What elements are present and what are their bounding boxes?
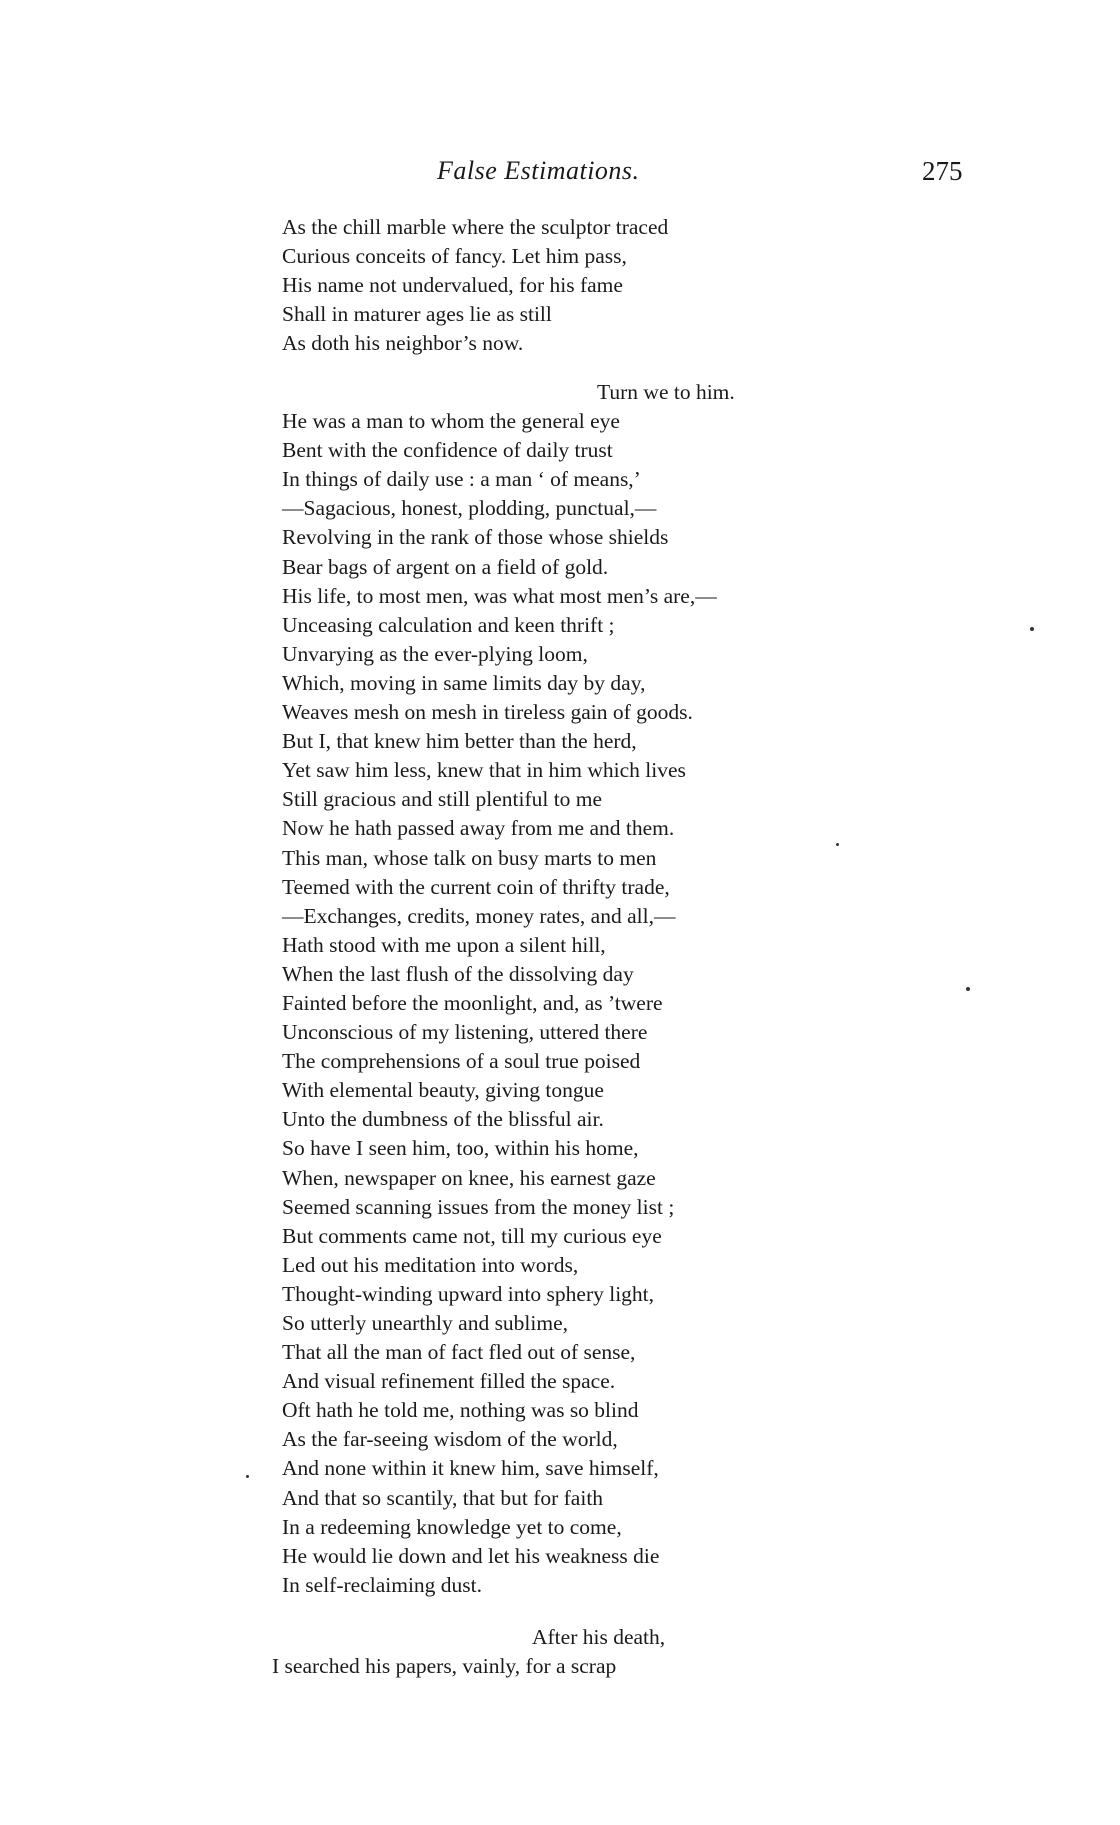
poem-line: Bent with the confidence of daily trust <box>282 438 613 463</box>
poem-line: As the chill marble where the sculptor traced <box>282 215 669 239</box>
page-number: 275 <box>922 156 963 186</box>
poem-line: This man, whose talk on busy marts to men <box>282 845 657 870</box>
poem-line: The comprehensions of a soul true poised <box>282 1049 641 1074</box>
poem-line: Unto the dumbness of the blissful air. <box>282 1107 604 1132</box>
running-head <box>0 156 1120 192</box>
poem-line: In a redeeming knowledge yet to come, <box>282 1514 622 1539</box>
poem-line: His life, to most men, was what most men’s are,— <box>282 583 717 608</box>
poem-line: When the last flush of the dissolving day <box>282 961 634 986</box>
scan-speck <box>836 843 839 846</box>
scan-speck <box>246 1475 249 1478</box>
poem-line: His name not undervalued, for his fame <box>282 273 623 298</box>
running-title: False Estimations. <box>437 156 640 185</box>
poem-line: He was a man to whom the general eye <box>282 409 620 434</box>
poem-line: In self-reclaiming dust. <box>282 1572 483 1597</box>
poem-line: Thought-winding upward into sphery light, <box>282 1281 655 1306</box>
poem-line: When, newspaper on knee, his earnest gaze <box>282 1165 656 1190</box>
poem-line: Curious conceits of fancy. Let him pass, <box>282 244 627 269</box>
poem-line: Led out his meditation into words, <box>282 1252 579 1277</box>
poem-line: —Sagacious, honest, plodding, punctual,— <box>282 496 657 521</box>
poem-line: As doth his neighbor’s now. <box>282 331 524 356</box>
poem-line: In things of daily use : a man ‘ of means,’ <box>282 467 641 492</box>
poem-line: Hath stood with me upon a silent hill, <box>282 932 606 957</box>
poem-line: But comments came not, till my curious eye <box>282 1223 662 1248</box>
poem-line: Yet saw him less, knew that in him which lives <box>282 758 686 783</box>
poem-line: Shall in maturer ages lie as still <box>282 302 552 327</box>
poem-line: Still gracious and still plentiful to me <box>282 787 603 812</box>
scan-speck <box>1030 627 1034 631</box>
poem-line: And visual refinement filled the space. <box>282 1369 616 1394</box>
poem-line: So utterly unearthly and sublime, <box>282 1311 569 1335</box>
poem-line: So have I seen him, too, within his home, <box>282 1136 639 1161</box>
poem-line: Seemed scanning issues from the money list ; <box>282 1194 675 1219</box>
poem-line: That all the man of fact fled out of sense, <box>282 1340 636 1365</box>
poem-line: Revolving in the rank of those whose shields <box>282 525 669 550</box>
poem-line: Unconscious of my listening, uttered there <box>282 1020 648 1045</box>
poem-line: I searched his papers, vainly, for a scrap <box>272 1654 617 1679</box>
poem-line: Which, moving in same limits day by day, <box>282 670 646 695</box>
poem-line: He would lie down and let his weakness die <box>282 1543 660 1568</box>
poem-line: Bear bags of argent on a field of gold. <box>282 554 609 579</box>
poem-line: As the far-seeing wisdom of the world, <box>282 1427 618 1452</box>
poem-stanza-2 <box>282 378 902 1600</box>
poem-line: But I, that knew him better than the herd, <box>282 729 637 754</box>
poem-line: Fainted before the moonlight, and, as ’twere <box>282 990 663 1015</box>
poem-line: Oft hath he told me, nothing was so blind <box>282 1398 639 1423</box>
poem-line: Teemed with the current coin of thrifty trade, <box>282 874 670 899</box>
poem-line: With elemental beauty, giving tongue <box>282 1078 604 1103</box>
poem-line: And that so scantily, that but for faith <box>282 1485 604 1510</box>
poem-line: And none within it knew him, save himself, <box>282 1456 659 1481</box>
poem-line: —Exchanges, credits, money rates, and all,— <box>282 903 676 928</box>
poem-line: Unceasing calculation and keen thrift ; <box>282 612 615 637</box>
scan-speck <box>966 987 970 991</box>
poem-line: Unvarying as the ever-plying loom, <box>282 641 588 666</box>
poem-line: Weaves mesh on mesh in tireless gain of goods. <box>282 700 693 725</box>
poem-line: Turn we to him. <box>597 380 735 404</box>
poem-stanza-3 <box>272 1623 892 1681</box>
poem-stanza-1 <box>282 213 902 358</box>
poem-line: Now he hath passed away from me and them. <box>282 816 675 841</box>
poem-line: After his death, <box>532 1625 666 1649</box>
